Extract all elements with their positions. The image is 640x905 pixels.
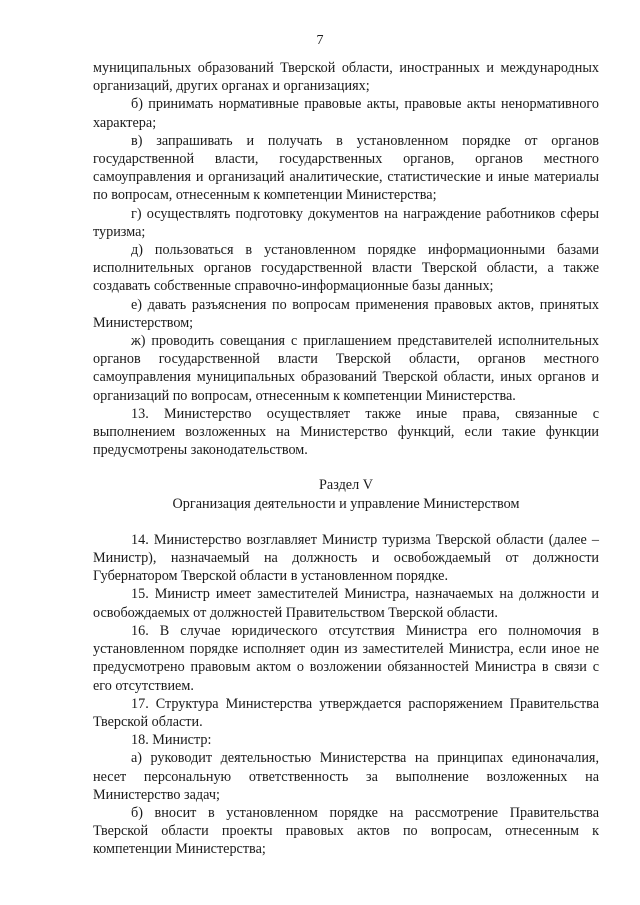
spacer	[93, 513, 599, 531]
document-body	[93, 59, 599, 859]
page-number: 7	[316, 33, 324, 48]
paragraph-18-item-b: б) вносит в установленном порядке на рассмотрение Правительства Тверской области проекты правовых актов по вопросам, отнесенным к компетенции Министерства;	[93, 804, 599, 858]
paragraph-18: 18. Министр:	[131, 732, 212, 749]
paragraph-item-e: е) давать разъяснения по вопросам применения правовых актов, принятых Министерством;	[93, 296, 599, 331]
paragraph-14: 14. Министерство возглавляет Министр туризма Тверской области (далее – Министр), назначаемый на должность и освобождаемый от должности Губернатором Тверской области в установленном порядке.	[93, 531, 599, 585]
section-number: Раздел V	[319, 477, 373, 494]
paragraph-continuation: муниципальных образований Тверской области, иностранных и международных организаций, других органах и организациях;	[93, 60, 599, 95]
paragraph-16: 16. В случае юридического отсутствия Министра его полномочия в установленном порядке исполняет один из заместителей Министра, если иное не предусмотрено правовым актом о возложении обязанностей Министра в связи с его отсутствием.	[93, 622, 599, 694]
section-title: Организация деятельности и управление Министерством	[172, 495, 520, 512]
paragraph-15: 15. Министр имеет заместителей Министра, назначаемых на должности и освобождаемых от должностей Правительством Тверской области.	[93, 586, 599, 621]
paragraph-18-item-a: а) руководит деятельностью Министерства на принципах единоначалия, несет персональную ответственность за выполнение возложенных на Министерство задач;	[93, 750, 599, 803]
paragraph-17: 17. Структура Министерства утверждается распоряжением Правительства Тверской области.	[93, 695, 599, 730]
paragraph-item-v: в) запрашивать и получать в установленном порядке от органов государственной власти, государственных органов, органов местного самоуправления и организаций аналитические, статистические и иные материалы по вопросам, отнесенным к компетенции Министерства;	[93, 132, 599, 204]
paragraph-13: 13. Министерство осуществляет также иные права, связанные с выполнением возложенных на Министерство функций, если такие функции предусмотрены законодательством.	[93, 405, 599, 459]
paragraph-item-g: г) осуществлять подготовку документов на награждение работников сферы туризма;	[93, 205, 599, 240]
paragraph-item-d: д) пользоваться в установленном порядке информационными базами исполнительных органов государственной власти Тверской области, а также создавать собственные справочно-информационные базы данных;	[93, 242, 599, 295]
paragraph-item-zh: ж) проводить совещания с приглашением представителей исполнительных органов государственной власти Тверской области, органов местного самоуправления муниципальных образований Тверской области, иных органов и организаций по вопросам, отнесенным к компетенции Министерства.	[93, 333, 599, 404]
paragraph-item-b: б) принимать нормативные правовые акты, правовые акты ненормативного характера;	[93, 96, 599, 131]
spacer	[93, 459, 599, 476]
